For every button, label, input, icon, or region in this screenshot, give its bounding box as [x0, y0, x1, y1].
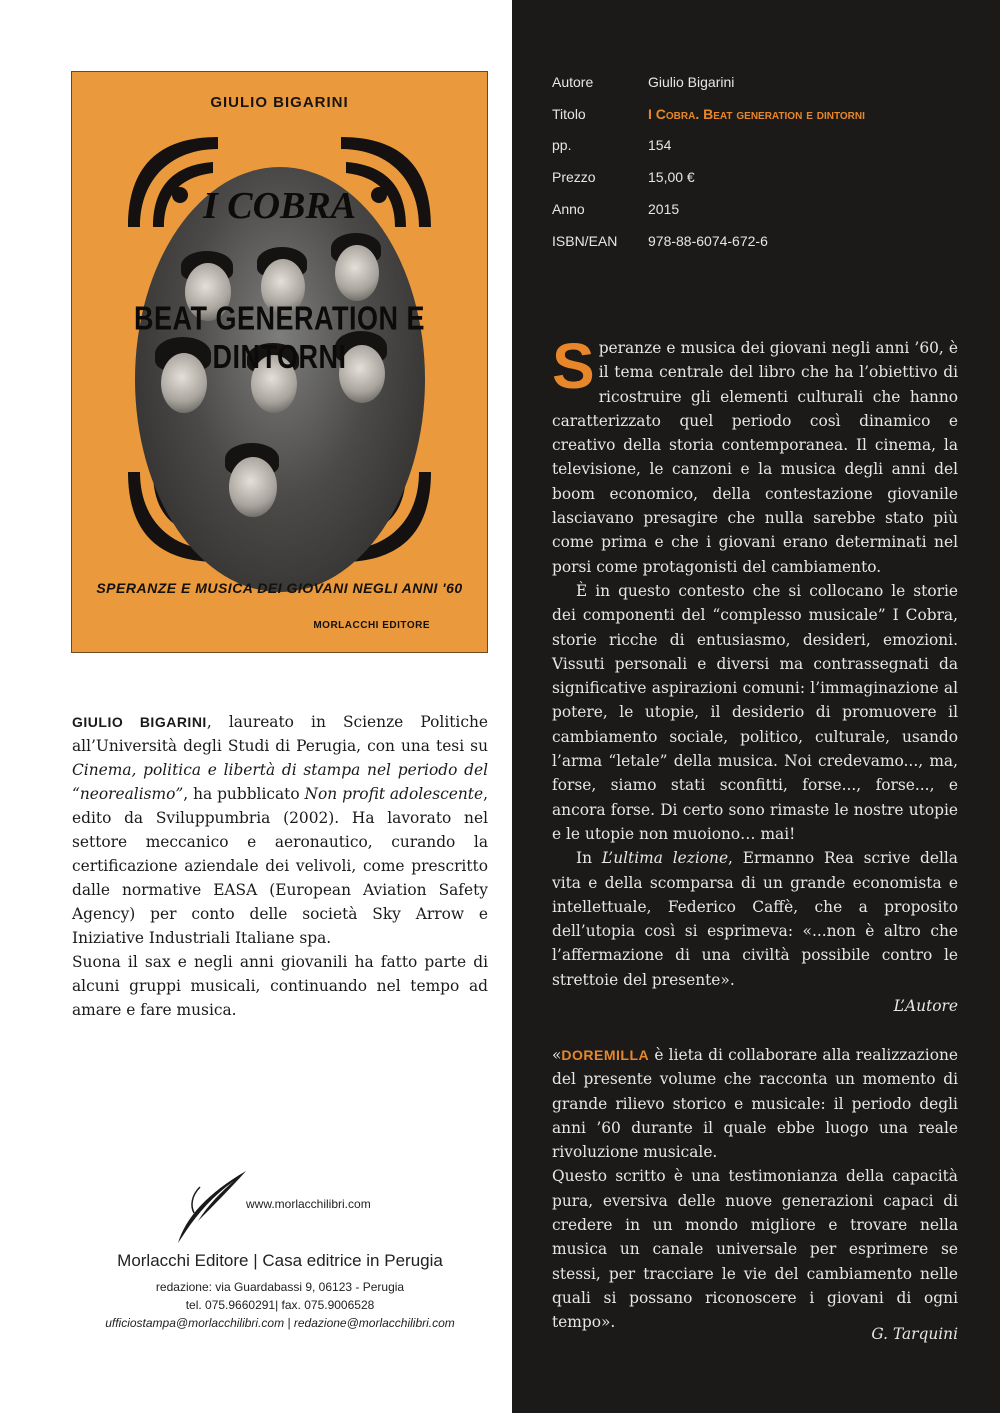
info-label: ISBN/EAN: [552, 232, 618, 249]
book-cover: [71, 71, 488, 653]
author-bio: [72, 710, 488, 1022]
info-label: Prezzo: [552, 169, 596, 186]
publisher-phone: tel. 075.9660291| fax. 075.9006528: [185, 1298, 375, 1312]
info-row-year: [552, 193, 865, 225]
quote-mark: «: [552, 1046, 562, 1064]
publisher-name: Morlacchi Editore | Casa editrice in Perugia: [117, 1251, 443, 1270]
drop-cap: S: [552, 330, 595, 402]
feather-logo-icon: [168, 1165, 248, 1245]
publisher-emails[interactable]: ufficiostampa@morlacchilibri.com | redazione@morlacchilibri.com: [105, 1316, 455, 1330]
cover-subtitle: BEAT GENERATION E DINTORNI: [133, 299, 425, 376]
info-row-title: [552, 98, 865, 130]
info-label: Autore: [552, 73, 594, 90]
bio-text: , laureato in Scienze Politiche all’Università degli Studi di Perugia, con una tesi su: [72, 713, 488, 755]
info-label: Titolo: [552, 105, 586, 122]
cover-publisher: MORLACCHI EDITORE: [313, 620, 430, 631]
description-paragraph: [552, 846, 958, 992]
paragraph-text: In: [576, 849, 602, 868]
info-row-author: [552, 66, 865, 98]
description-paragraph: È in questo contesto che si collocano le storie dei componenti del “complesso musicale” I Cobra, storie ricche di entusiasmo, desideri, emozioni. Vissuti personali e diversi ma contrassegnati da significative aspirazioni comuni: l’immaginazione al potere, le utopie, il desiderio di promuovere il cambiamento sociale, politico, culturale, usando l’arma “letale” della musica. Noi credevamo..., ma, forse, siamo stati sconfitti, forse..., forse..., e ancora forse. Di certo sono rimaste le nostre utopie e le utopie non muoiono… mai!: [552, 581, 958, 843]
description-paragraph: [552, 330, 958, 579]
paragraph-text: , Ermanno Rea scrive della vita e della scomparsa di un grande economista e intellettuale, Federico Caffè, che a proposito dell’utopia così si esprimeva: «...non è altro che l’affermazione di una civiltà possibile contro le strettoie del presente».: [552, 849, 958, 989]
publisher-url[interactable]: www.morlacchilibri.com: [246, 1197, 371, 1211]
bio-thesis-title: Cinema, politica e libertà di stampa nel periodo del “neorealismo”: [72, 761, 488, 803]
quote-text: è lieta di collaborare alla realizzazione del presente volume che racconta un momento di grande rilievo storico e musicale: il periodo degli anni ’60 durante il quale ebbe luogo una reale rivoluzione musicale.: [552, 1046, 958, 1162]
info-row-pages: [552, 130, 865, 162]
cover-author: GIULIO BIGARINI: [210, 94, 349, 111]
quote-signature: G. Tarquini: [871, 1325, 958, 1343]
info-row-price: [552, 161, 865, 193]
bio-text: , ha pubblicato: [183, 785, 305, 803]
book-description: [552, 330, 958, 1018]
cited-book-title: L’ultima lezione: [601, 849, 729, 868]
paragraph-text: peranze e musica dei giovani negli anni ’60, è il tema centrale del libro che ha l’obiettivo di ricostruire gli elementi culturali che hanno caratterizzato quel periodo così dinamico e creativo della storia contemporanea. Il cinema, la televisione, le canzoni e la musica degli anni del boom economico, della contestazione giovanile lasciavano presagire che nulla sarebbe stato più come prima e che i giovani erano determinati nel porsi come protagonisti del cambiamento.: [552, 339, 958, 576]
bio-author-name: GIULIO BIGARINI: [72, 714, 207, 730]
book-info-table: [552, 66, 865, 257]
publisher-address: redazione: via Guardabassi 9, 06123 - Perugia: [155, 1280, 405, 1294]
info-row-isbn: [552, 225, 865, 257]
bio-book-title: Non profit adolescente: [304, 785, 484, 803]
bio-text: , edito da Sviluppumbria (2002). Ha lavorato nel settore meccanico e aeronautico, curando la certificazione aziendale dei velivoli, come prescritto dalle normative EASA (European Aviation Safety Agency) per conto delle società Sky Arrow e Iniziative Industriali Italiane spa.: [72, 785, 488, 947]
info-value: 2015: [648, 201, 680, 218]
info-value: 154: [648, 137, 672, 154]
band-photo: [135, 167, 425, 592]
info-label: pp.: [552, 137, 572, 154]
info-label: Anno: [552, 201, 585, 218]
cover-tagline: SPERANZE E MUSICA DEI GIOVANI NEGLI ANNI '60: [96, 580, 463, 596]
right-column: [512, 0, 1000, 1413]
sponsor-quote: [552, 1043, 958, 1335]
author-signature: L’Autore: [893, 997, 958, 1016]
info-value: 15,00 €: [648, 169, 695, 186]
info-value: Giulio Bigarini: [648, 73, 735, 90]
sponsor-brand: DOREMILLA: [561, 1047, 650, 1063]
cover-title: I COBRA: [202, 185, 357, 227]
info-value: I Cobra. Beat generation e dintorni: [648, 105, 865, 122]
bio-text: Suona il sax e negli anni giovanili ha fatto parte di alcuni gruppi musicali, continuando nel tempo ad amare e fare musica.: [72, 953, 488, 1019]
quote-text: Questo scritto è una testimonianza della capacità pura, eversiva delle nuove generazioni capaci di credere in un mondo migliore e trovare nella musica un canale universale per esprimere se stessi, per tracciare le vie del cambiamento nelle quali si possano riconoscere i giovani di ogni tempo».: [552, 1167, 958, 1332]
info-value: 978-88-6074-672-6: [648, 232, 768, 249]
